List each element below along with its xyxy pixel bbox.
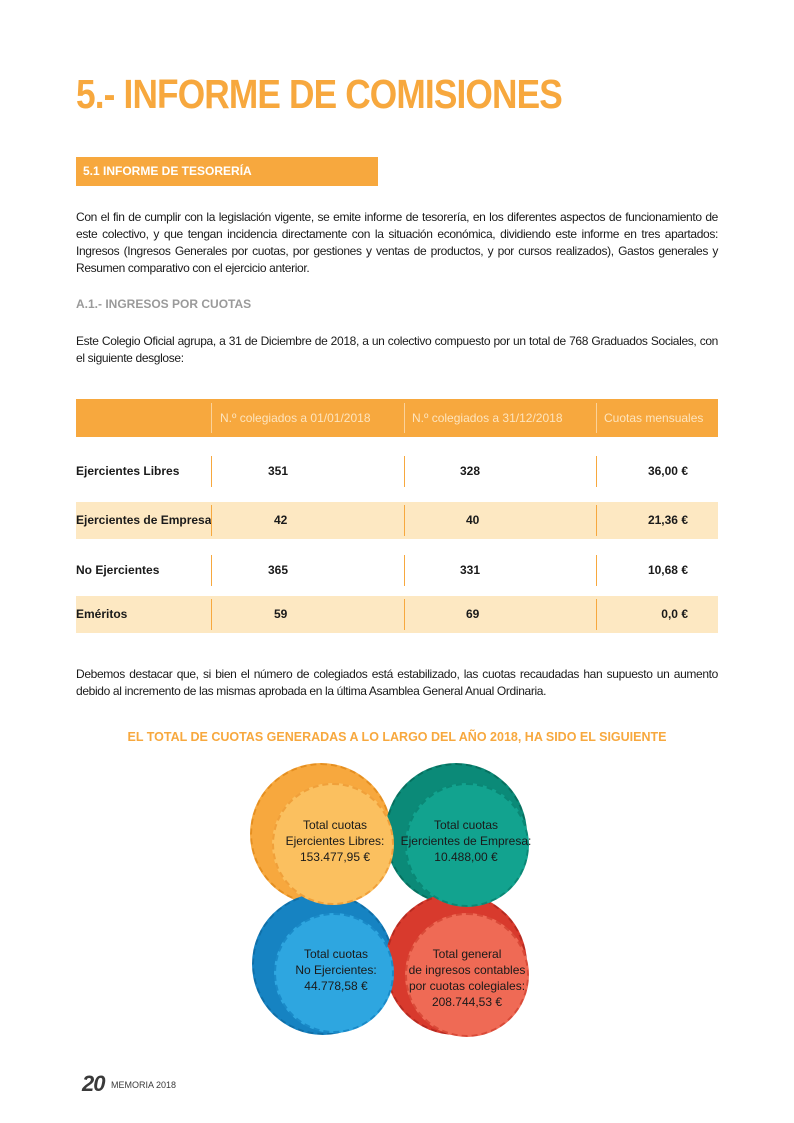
- row-monthly-fee: 10,68 €: [647, 563, 688, 577]
- closing-paragraph: Debemos destacar que, si bien el número de colegiados está estabilizado, las cuotas recaudadas han supuesto un aumento debido al incremento de las mismas aprobada en la última Asamblea General Anual Ordinaria.: [76, 667, 718, 698]
- page-number: 20: [82, 1071, 105, 1096]
- totals-title: EL TOTAL DE CUOTAS GENERADAS A LO LARGO DEL AÑO 2018, HA SIDO EL SIGUIENTE: [127, 730, 667, 744]
- row-start-count: 59: [274, 607, 288, 621]
- total-no-ejercientes-value: 44.778,58 €: [304, 979, 368, 993]
- section-banner: 5.1 INFORME DE TESORERÍA: [76, 157, 378, 186]
- header-end-count: N.º colegiados a 31/12/2018: [412, 411, 563, 425]
- total-no-ejercientes-text: [266, 946, 406, 994]
- total-libres-line1: Total cuotas: [302, 818, 368, 832]
- total-general-text: [397, 946, 537, 1010]
- row-divider: [596, 555, 597, 586]
- row-monthly-fee: 36,00 €: [647, 464, 688, 478]
- row-monthly-fee: 0,0 €: [661, 607, 688, 621]
- table-row: [76, 453, 718, 490]
- table-row: [76, 596, 718, 633]
- row-divider: [211, 505, 212, 536]
- row-start-count: 351: [268, 464, 289, 478]
- row-end-count: 69: [466, 607, 480, 621]
- total-empresa-text: [396, 817, 536, 865]
- row-divider: [404, 555, 405, 586]
- table-header: [76, 399, 718, 437]
- subsection-paragraph: Este Colegio Oficial agrupa, a 31 de Diciembre de 2018, a un colectivo compuesto por un total de 768 Graduados Sociales, con el siguiente desglose:: [76, 334, 718, 365]
- header-start-count: N.º colegiados a 01/01/2018: [220, 411, 371, 425]
- row-divider: [211, 599, 212, 630]
- row-label: Ejercientes de Empresa: [76, 513, 212, 527]
- row-start-count: 365: [268, 563, 289, 577]
- total-libres-text: [265, 817, 405, 865]
- header-monthly-fee: Cuotas mensuales: [604, 411, 704, 425]
- row-divider: [596, 456, 597, 487]
- row-divider: [211, 555, 212, 586]
- row-label: Eméritos: [76, 607, 128, 621]
- row-end-count: 328: [460, 464, 481, 478]
- row-divider: [596, 505, 597, 536]
- table-row: [76, 502, 718, 539]
- table-row: [76, 552, 718, 589]
- header-divider: [404, 403, 405, 433]
- row-monthly-fee: 21,36 €: [647, 513, 688, 527]
- total-general-line2: de ingresos contables: [408, 963, 526, 977]
- total-general-line3: por cuotas colegiales:: [408, 979, 526, 993]
- row-start-count: 42: [274, 513, 288, 527]
- row-divider: [596, 599, 597, 630]
- row-label: Ejercientes Libres: [76, 464, 180, 478]
- page-title: 5.- INFORME DE COMISIONES: [76, 71, 562, 117]
- header-divider: [211, 403, 212, 433]
- total-general-value: 208.744,53 €: [431, 995, 503, 1009]
- total-empresa-line1: Total cuotas: [433, 818, 499, 832]
- total-no-ejercientes-line1: Total cuotas: [303, 947, 369, 961]
- total-empresa-value: 10.488,00 €: [434, 850, 498, 864]
- publication-name: MEMORIA 2018: [111, 1080, 177, 1090]
- row-end-count: 40: [466, 513, 480, 527]
- row-divider: [404, 505, 405, 536]
- total-libres-line2: Ejercientes Libres:: [285, 834, 385, 848]
- subsection-title: A.1.- INGRESOS POR CUOTAS: [76, 297, 252, 311]
- row-label: No Ejercientes: [76, 563, 160, 577]
- total-libres-value: 153.477,95 €: [299, 850, 371, 864]
- total-empresa-line2: Ejercientes de Empresa:: [400, 834, 532, 848]
- row-divider: [404, 599, 405, 630]
- total-general-line1: Total general: [432, 947, 502, 961]
- row-divider: [211, 456, 212, 487]
- total-no-ejercientes-line2: No Ejercientes:: [295, 963, 377, 977]
- row-divider: [404, 456, 405, 487]
- row-end-count: 331: [460, 563, 481, 577]
- intro-paragraph: Con el fin de cumplir con la legislación vigente, se emite informe de tesorería, en los diferentes aspectos de funcionamiento de este colectivo, y que tengan incidencia directamente con la situación económica, dividiendo este informe en tres apartados: Ingresos (Ingresos Generales por cuotas, por gestiones y ventas de productos, y por cursos realizados), Gastos generales y Resumen comparativo con el ejercicio anterior.: [76, 210, 718, 275]
- header-divider: [596, 403, 597, 433]
